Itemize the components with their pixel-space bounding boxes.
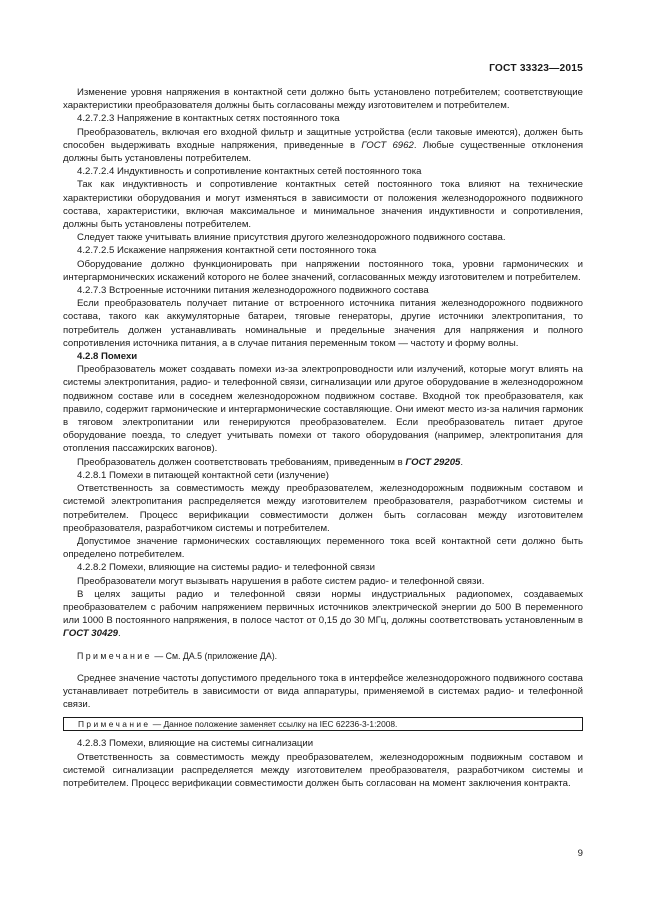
paragraph: Изменение уровня напряжения в контактной сети должно быть установлено потребителем; соответствующие характеристики преобразователя должны быть согласованы между изготовителем и потребителем.: [63, 87, 583, 112]
paragraph: Среднее значение частоты допустимого предельного тока в интерфейсе железнодорожного подвижного состава устанавливает потребитель в зависимости от вида аппаратуры, применяемой в системах радио- и телефонной связи.: [63, 672, 583, 711]
section-heading-4-2-8: 4.2.8 Помехи: [77, 351, 138, 363]
page-number: 9: [577, 848, 583, 859]
section-heading-4-2-8-2: 4.2.8.2 Помехи, влияющие на системы радио- и телефонной связи: [77, 562, 375, 574]
paragraph: Так как индуктивность и сопротивление контактных сетей постоянного тока влияют на технические характеристики оборудования и могут изменяться в зависимости от положения железнодорожного подвижного состава, характеристики, включая максимальное и минимальное значения индуктивности и сопротивления, должны быть установлены потребителем.: [63, 179, 583, 231]
note: [63, 650, 583, 663]
paragraph: [63, 588, 583, 641]
paragraph: Оборудование должно функционировать при напряжении постоянного тока, уровни гармонических и интергармонических искажений которого не более значений, согласованных между изготовителем и потребителем.: [63, 258, 583, 283]
text: Преобразователь, включая его входной фильтр и защитные устройства (если таковые имеются), должен быть способен выдерживать входные напряжения, приведенные в: [63, 126, 583, 151]
note-label: Примечание: [78, 719, 151, 730]
section-heading-4-2-8-1: 4.2.8.1 Помехи в питающей контактной сети (излучение): [77, 469, 329, 481]
paragraph: Преобразователь может создавать помехи из-за электропроводности или излучений, которые могут влиять на системы электропитания, радио- и телефонной связи, сигнализации или другое оборудование в железнодорожном подвижном составе или в соседнем железнодорожном подвижном составе. Входной ток преобразователя, как правило, содержит гармонические и интергармонические составляющие. Они имеют место из-за наличия гармоник в тяговом электропитании или генерируются преобразователем. Если преобразователь питает другое оборудование поезда, то следует учитывать помехи от такого оборудования (например, электропитания для отопления пассажирских вагонов).: [63, 364, 583, 455]
text: .: [118, 628, 121, 640]
text: . Любые существенные отклонения должны быть установлены потребителем.: [63, 139, 584, 165]
paragraph: Преобразователи могут вызывать нарушения в работе систем радио- и телефонной связи.: [77, 575, 485, 587]
note-label: Примечание: [77, 650, 152, 661]
paragraph: [63, 456, 583, 469]
paragraph: Ответственность за совместимость между преобразователем, железнодорожным подвижным составом и системой электропитания распределяется между изготовителем преобразователя, разработчиком системы и потребителем. Процесс верификации совместимости должен быть согласован между изготовителем преобразователя, разработчиком системы и потребителем.: [63, 483, 583, 534]
standard-reference: ГОСТ 29205: [405, 456, 461, 468]
note-text: — См. ДА.5 (приложение ДА).: [151, 650, 278, 661]
boxed-note: [63, 717, 583, 731]
text: В целях защиты радио и телефонной связи нормы индустриальных радиопомех, создаваемых преобразователем с рабочим напряжением первичных источников электрической энергии до 500 В переменного или 1000 В постоянного напряжения, в полосе частот от 0,15 до 30 МГц, должны соответствовать установленным в: [63, 588, 583, 627]
standard-reference: ГОСТ 30429: [63, 628, 118, 640]
paragraph: Следует также учитывать влияние присутствия другого железнодорожного подвижного состава.: [77, 232, 506, 244]
section-heading-4-2-7-2-5: 4.2.7.2.5 Искажение напряжения контактной сети постоянного тока: [77, 245, 377, 257]
text: Преобразователь должен соответствовать требованиям, приведенным в: [77, 456, 406, 468]
page-header-standard: ГОСТ 33323—2015: [489, 63, 583, 74]
section-heading-4-2-7-3: 4.2.7.3 Встроенные источники питания железнодорожного подвижного состава: [77, 285, 429, 297]
paragraph: Если преобразователь получает питание от встроенного источника питания железнодорожного подвижного состава, такого как аккумуляторные батареи, тяговые генераторы, другие источники электропитания, то потребитель должен устанавливать номинальные и предельные значения для напряжения и полного сопротивления источника питания, а в случае питания переменным током — частоту и форму волны.: [63, 298, 583, 349]
page-body: [63, 86, 583, 790]
section-heading-4-2-8-3: 4.2.8.3 Помехи, влияющие на системы сигнализации: [77, 738, 314, 750]
paragraph: [63, 126, 583, 166]
section-heading-4-2-7-2-3: 4.2.7.2.3 Напряжение в контактных сетях постоянного тока: [77, 113, 340, 125]
note-text: — Данное положение заменяет ссылку на IEC 62236-3-1:2008.: [150, 719, 398, 730]
paragraph: Допустимое значение гармонических составляющих переменного тока всей контактной сети должно быть определено потребителем.: [63, 535, 583, 561]
text: .: [460, 456, 464, 468]
section-heading-4-2-7-2-4: 4.2.7.2.4 Индуктивность и сопротивление контактных сетей постоянного тока: [77, 166, 422, 178]
paragraph: Ответственность за совместимость между преобразователем, железнодорожным подвижным составом и системой сигнализации распределяется между изготовителем преобразователя, разработчиком системы и потребителем. Процесс верификации совместимости должен быть согласован на момент заключения контракта.: [63, 751, 583, 789]
standard-reference: ГОСТ 6962: [361, 139, 414, 151]
